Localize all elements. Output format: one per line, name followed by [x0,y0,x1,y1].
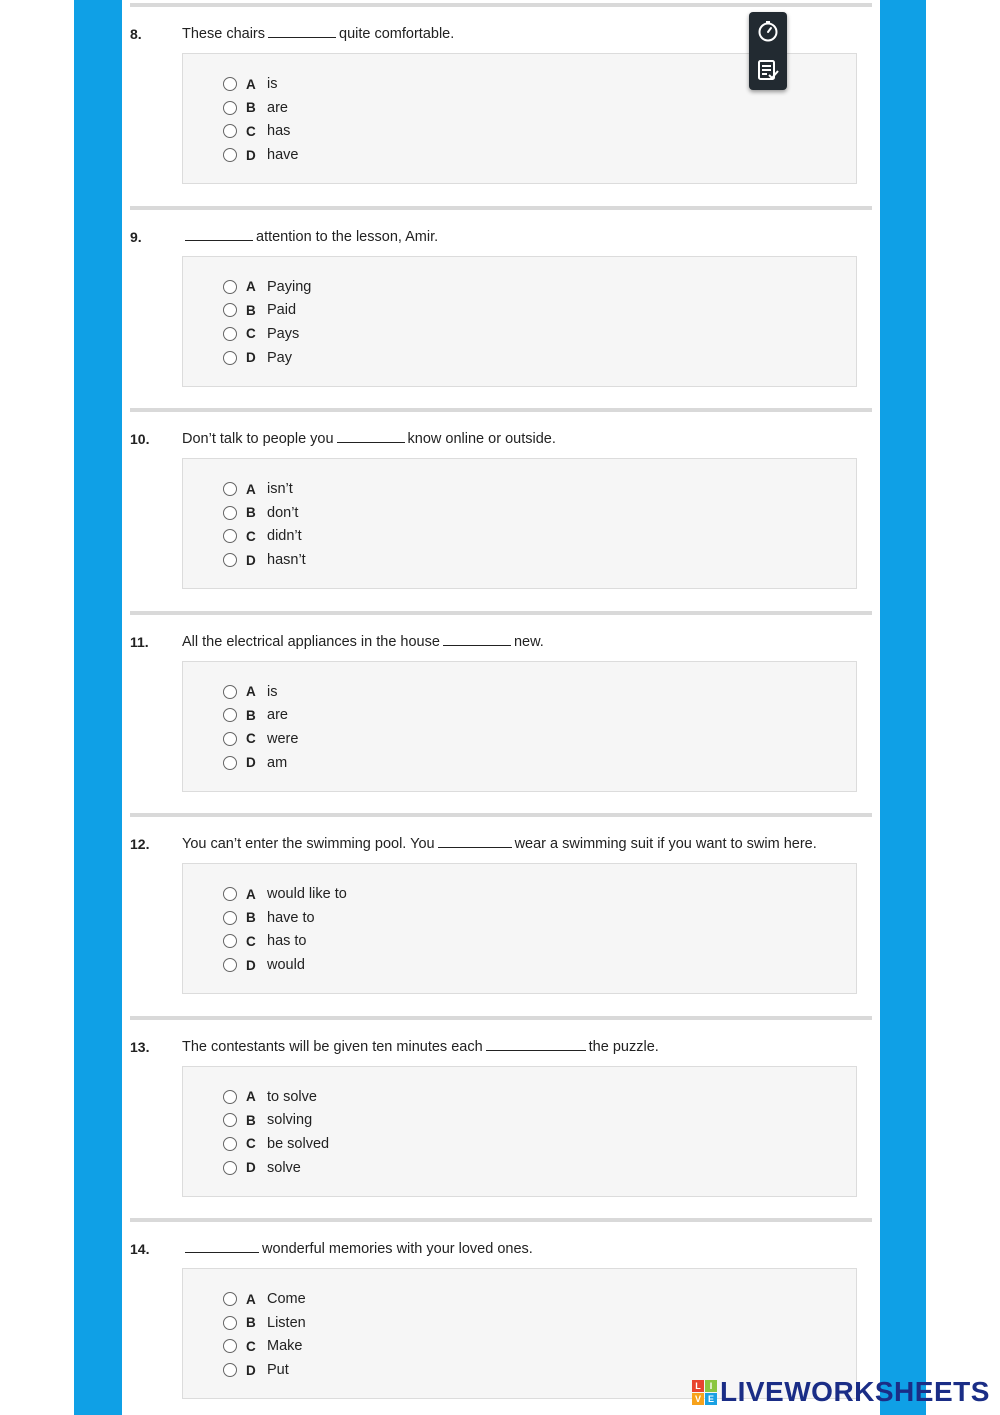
option-text: solving [267,1112,313,1129]
option-letter: D [246,957,256,973]
question-text-after: wonderful memories with your loved ones. [262,1241,533,1257]
option-letter: B [246,302,256,318]
question-divider [130,611,872,615]
answer-option[interactable] [223,884,347,904]
option-text: is [267,683,278,700]
option-letter: A [246,279,256,294]
option-text: have [267,147,299,164]
option-text: Listen [267,1314,306,1331]
option-letter: C [246,326,256,342]
logo-letter-e: E [705,1393,717,1405]
answer-option[interactable] [223,1360,289,1380]
answer-option[interactable] [223,1087,317,1107]
answer-option[interactable] [223,550,306,570]
option-letter: A [246,76,256,92]
question-text-after: attention to the lesson, Amir. [256,228,439,245]
question-number: 9. [130,228,142,245]
option-letter: A [246,1291,256,1307]
question-text [182,1039,659,1055]
radio-button[interactable] [223,1363,237,1377]
radio-button[interactable] [223,553,237,567]
answer-blank [185,229,253,241]
option-letter: C [246,731,256,747]
question-number: 13. [130,1038,150,1055]
answer-option[interactable] [223,479,293,499]
question-number: 10. [130,431,150,447]
option-letter: D [246,147,256,163]
radio-button[interactable] [223,1292,237,1306]
question-divider [130,1016,872,1020]
option-letter: C [246,1136,256,1152]
answer-option[interactable] [223,931,307,951]
option-letter: D [246,1362,256,1378]
option-text: has [267,123,291,140]
answer-option[interactable] [223,1336,302,1356]
question-text [182,229,438,245]
question-text [182,634,544,650]
question-text [182,431,556,447]
option-text: hasn’t [267,552,306,569]
answer-option[interactable] [223,705,288,725]
option-text: are [267,707,288,724]
question-text-after: know online or outside. [407,431,556,447]
option-letter: A [246,481,256,497]
options-box [182,256,857,387]
question-text-before: You can’t enter the swimming pool. You [182,836,435,852]
option-text: Come [267,1291,306,1307]
radio-button[interactable] [223,506,237,520]
timer-button[interactable] [749,12,787,50]
radio-button[interactable] [223,887,237,901]
question-divider [130,813,872,817]
option-letter: C [246,528,256,544]
radio-button[interactable] [223,101,237,115]
answer-option[interactable] [223,121,290,141]
option-text: are [267,99,288,116]
question-text [182,1241,533,1257]
check-answers-button[interactable] [749,51,787,89]
option-letter: B [246,505,256,521]
question-text-before: The contestants will be given ten minutes each [182,1038,483,1055]
radio-button[interactable] [223,303,237,317]
radio-button[interactable] [223,1090,237,1104]
option-text: isn’t [267,481,293,497]
option-text: didn’t [267,528,302,545]
question-divider [130,1218,872,1222]
logo-letter-v: V [692,1393,704,1405]
options-box [182,661,857,792]
answer-blank [486,1039,586,1051]
option-text: Pay [267,349,292,366]
options-box [182,863,857,994]
option-letter: C [246,1338,256,1354]
radio-button[interactable] [223,351,237,365]
radio-button[interactable] [223,148,237,162]
answer-option[interactable] [223,324,299,344]
answer-option[interactable] [223,145,298,165]
logo-letter-l: L [692,1380,704,1392]
answer-option[interactable] [223,729,298,749]
question-text-after: wear a swimming suit if you want to swim here. [514,836,817,852]
option-text: don’t [267,504,299,521]
radio-button[interactable] [223,685,237,699]
option-letter: B [246,1315,256,1331]
option-letter: C [246,123,256,139]
option-letter: A [246,886,256,902]
question-text-after: quite comfortable. [339,26,455,42]
radio-button[interactable] [223,934,237,948]
question-text [182,26,454,42]
answer-option[interactable] [223,1313,306,1333]
answer-option[interactable] [223,1110,312,1130]
question-text-before: Don’t talk to people you [182,431,334,447]
option-text: Paid [267,302,297,319]
option-text: Make [267,1338,303,1355]
options-box [182,1066,857,1197]
answer-option[interactable] [223,1134,329,1154]
question-divider [130,408,872,412]
question-number: 12. [130,836,150,852]
floating-toolbar [749,12,787,90]
answer-option[interactable] [223,526,302,546]
answer-option[interactable] [223,98,288,118]
answer-option[interactable] [223,682,277,702]
answer-option[interactable] [223,955,305,975]
option-text: were [267,730,299,747]
right-blue-margin [880,0,926,1415]
question-divider [130,206,872,210]
option-letter: B [246,707,256,723]
question-text-after: new. [513,633,544,650]
radio-button[interactable] [223,482,237,496]
checklist-icon [757,59,779,81]
logo-letter-i: I [705,1380,717,1392]
option-letter: B [246,100,256,116]
option-text: be solved [267,1135,330,1152]
question-text-after: the puzzle. [588,1038,659,1055]
stopwatch-icon [757,20,779,42]
option-text: to solve [267,1088,317,1105]
option-letter: B [246,910,256,926]
answer-option[interactable] [223,1289,306,1309]
question-text [182,836,817,852]
option-letter: A [246,684,256,699]
radio-button[interactable] [223,1161,237,1175]
question-number: 8. [130,26,142,42]
radio-button[interactable] [223,280,237,294]
radio-button[interactable] [223,327,237,341]
liveworksheets-logo [692,1376,990,1408]
option-letter: A [246,1089,256,1104]
radio-button[interactable] [223,1339,237,1353]
option-letter: D [246,350,256,366]
left-blue-margin [74,0,122,1415]
radio-button[interactable] [223,1316,237,1330]
option-text: Pays [267,325,300,342]
answer-blank [185,1241,259,1253]
option-text: Paying [267,278,312,295]
answer-option[interactable] [223,277,311,297]
option-text: is [267,76,278,92]
answer-option[interactable] [223,348,292,368]
answer-blank [337,431,405,443]
option-letter: D [246,1160,256,1176]
radio-button[interactable] [223,1137,237,1151]
answer-blank [268,26,336,38]
logo-mark [692,1380,717,1405]
option-text: Put [267,1362,289,1379]
radio-button[interactable] [223,529,237,543]
option-text: would like to [267,886,347,902]
option-text: solve [267,1159,301,1176]
option-letter: C [246,933,256,949]
answer-blank [438,836,512,848]
question-number: 11. [130,633,149,650]
logo-text: LIVEWORKSHEETS [720,1376,990,1407]
option-text: would [267,957,305,974]
question-text-before: All the electrical appliances in the house [182,633,440,650]
radio-button[interactable] [223,708,237,722]
option-letter: D [246,552,256,568]
question-divider [130,3,872,7]
option-text: am [267,754,288,771]
option-text: have to [267,909,315,926]
option-letter: B [246,1112,256,1128]
radio-button[interactable] [223,911,237,925]
option-letter: D [246,755,256,771]
question-text-before: These chairs [182,26,266,42]
options-box [182,458,857,589]
answer-option[interactable] [223,503,298,523]
radio-button[interactable] [223,756,237,770]
answer-option[interactable] [223,908,315,928]
question-number: 14. [130,1241,150,1257]
radio-button[interactable] [223,958,237,972]
radio-button[interactable] [223,1113,237,1127]
radio-button[interactable] [223,124,237,138]
radio-button[interactable] [223,77,237,91]
option-text: has to [267,933,307,950]
answer-option[interactable] [223,74,277,94]
answer-option[interactable] [223,1158,301,1178]
radio-button[interactable] [223,732,237,746]
answer-option[interactable] [223,753,287,773]
answer-option[interactable] [223,300,296,320]
answer-blank [443,634,511,646]
